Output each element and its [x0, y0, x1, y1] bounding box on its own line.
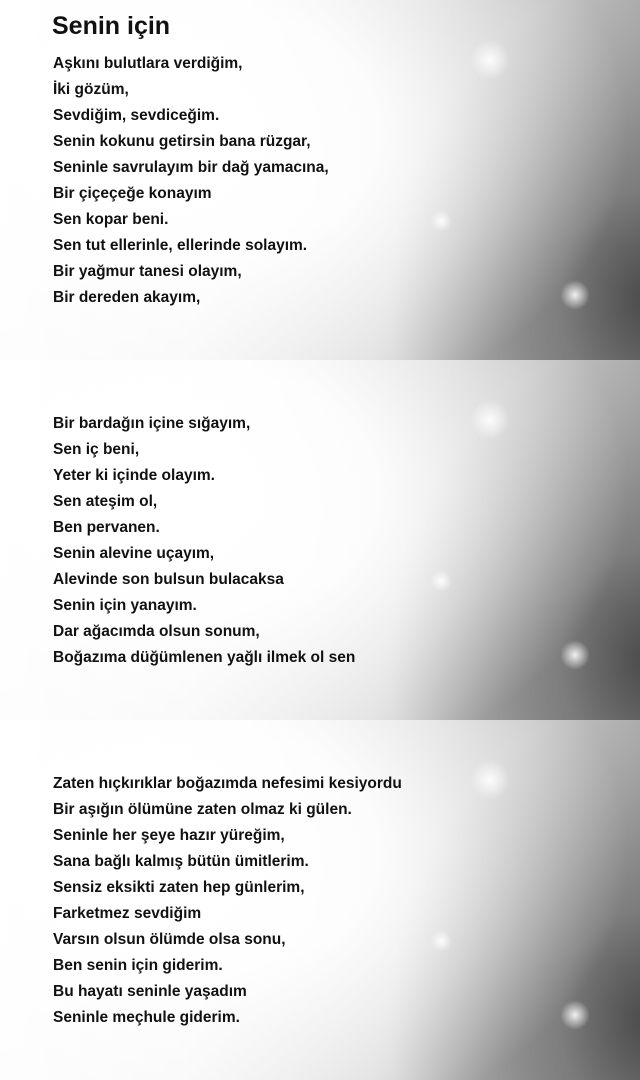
sparkle-decoration: [560, 280, 590, 310]
poem-line: Senin kokunu getirsin bana rüzgar,: [53, 133, 311, 150]
poem-line: Boğazıma düğümlenen yağlı ilmek ol sen: [53, 649, 356, 666]
sparkle-decoration: [560, 1000, 590, 1030]
poem-line: Seninle meçhule giderim.: [53, 1009, 240, 1026]
poem-line: Sen ateşim ol,: [53, 493, 158, 510]
sparkle-decoration: [560, 640, 590, 670]
poem-line: Bir çiçeçeğe konayım: [53, 185, 212, 202]
stanza-3: [53, 771, 402, 1031]
poem-line: Dar ağacımda olsun sonum,: [53, 623, 260, 640]
poem-line: Sen kopar beni.: [53, 211, 169, 228]
poem-line: Ben pervanen.: [53, 519, 160, 536]
sparkle-decoration: [430, 210, 452, 232]
poem-line: Sevdiğim, sevdiceğim.: [53, 107, 220, 124]
poem-line: Varsın olsun ölümde olsa sonu,: [53, 931, 286, 948]
poem-line: İki gözüm,: [53, 81, 129, 98]
sparkle-decoration: [470, 760, 510, 800]
sparkle-decoration: [470, 400, 510, 440]
poem-line: Aşkını bulutlara verdiğim,: [53, 55, 243, 72]
poem-line: Senin için yanayım.: [53, 597, 197, 614]
poem-line: Bir dereden akayım,: [53, 289, 201, 306]
sparkle-decoration: [470, 40, 510, 80]
poem-line: Bu hayatı seninle yaşadım: [53, 983, 247, 1000]
stanza-2: [53, 411, 355, 671]
poem-line: Yeter ki içinde olayım.: [53, 467, 215, 484]
poem-title: Senin için: [52, 12, 171, 40]
poem-card-3: [0, 720, 640, 1080]
poem-line: Sen iç beni,: [53, 441, 140, 458]
poem-line: Ben senin için giderim.: [53, 957, 223, 974]
poem-line: Seninle savrulayım bir dağ yamacına,: [53, 159, 329, 176]
poem-line: Zaten hıçkırıklar boğazımda nefesimi kesiyordu: [53, 775, 402, 792]
poem-line: Senin alevine uçayım,: [53, 545, 215, 562]
poem-card-2: [0, 360, 640, 720]
stanza-1: [53, 51, 329, 311]
poem-line: Seninle her şeye hazır yüreğim,: [53, 827, 285, 844]
poem-line: Sen tut ellerinle, ellerinde solayım.: [53, 237, 308, 254]
sparkle-decoration: [430, 930, 452, 952]
poem-line: Alevinde son bulsun bulacaksa: [53, 571, 284, 588]
poem-line: Bir aşığın ölümüne zaten olmaz ki gülen.: [53, 801, 352, 818]
poem-line: Bir bardağın içine sığayım,: [53, 415, 251, 432]
poem-line: Farketmez sevdiğim: [53, 905, 202, 922]
poem-line: Bir yağmur tanesi olayım,: [53, 263, 242, 280]
sparkle-decoration: [430, 570, 452, 592]
poem-card-1: [0, 0, 640, 360]
poem-line: Sana bağlı kalmış bütün ümitlerim.: [53, 853, 309, 870]
poem-line: Sensiz eksikti zaten hep günlerim,: [53, 879, 305, 896]
